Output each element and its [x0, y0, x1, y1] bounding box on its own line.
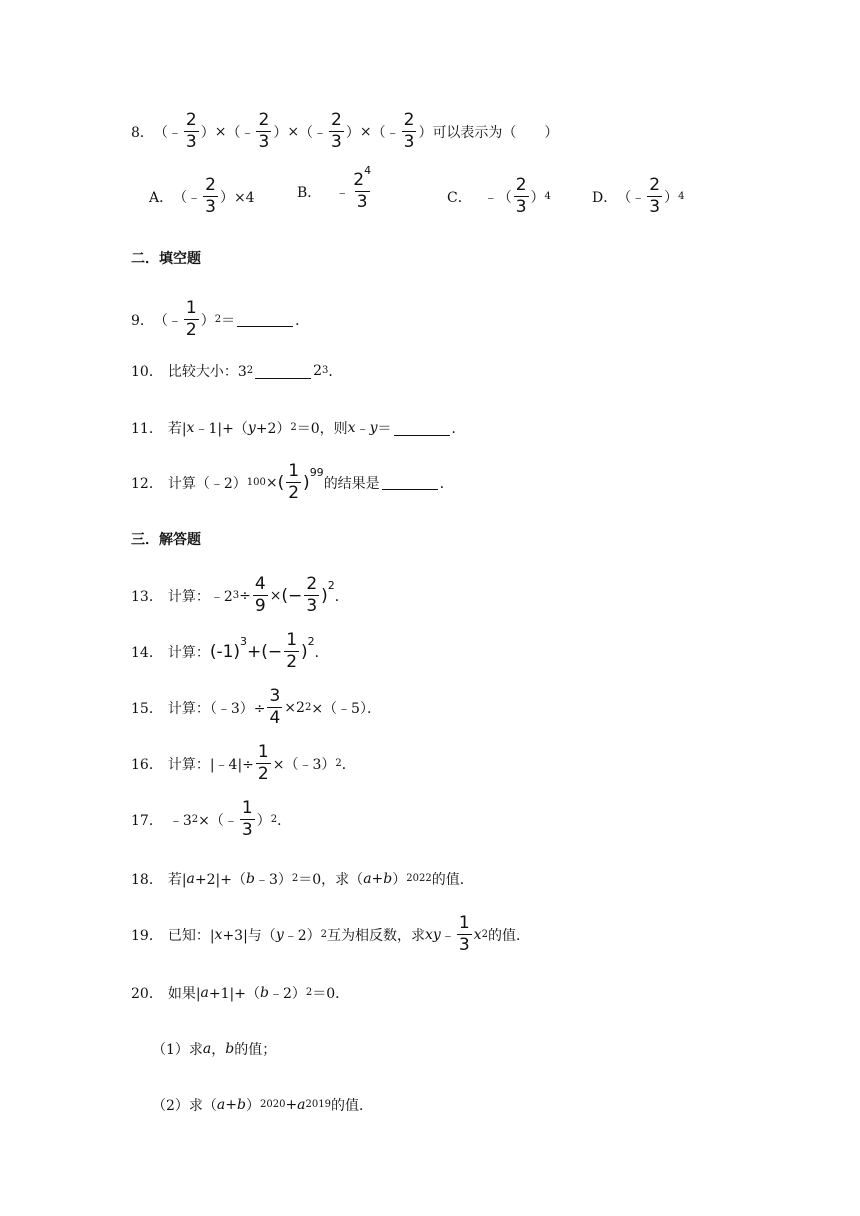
q12-number: 12． — [131, 475, 163, 492]
text: +2|+（ — [194, 872, 246, 888]
var-x: x — [473, 926, 482, 943]
text: + — [371, 871, 384, 887]
period: ． — [314, 644, 329, 661]
text: 计算：﹣2 — [167, 588, 233, 605]
paren: ） — [200, 312, 215, 329]
text: 如果| — [167, 986, 201, 1002]
q15-number: 15． — [131, 700, 163, 717]
question-16: 16． 计算：|﹣4|÷ $\frac{1}{2}$ ×（﹣3） 2 ． — [131, 742, 356, 784]
paren: ) — [303, 472, 310, 493]
paren: ) — [321, 585, 328, 606]
fraction: $\frac{2}{3}$ — [258, 110, 270, 152]
paren: （﹣ — [153, 124, 182, 141]
text: 互为相反数，求 — [327, 927, 426, 944]
q13-number: 13． — [131, 588, 163, 605]
paren: ） — [345, 124, 360, 141]
text: ﹣ — [355, 421, 370, 437]
var-x: x — [214, 926, 223, 943]
paren: （﹣ — [299, 124, 328, 141]
text: 若| — [167, 872, 187, 888]
option-a-label: A． — [149, 189, 174, 206]
var-a: a — [200, 985, 209, 1001]
plus-sign: + — [285, 1097, 298, 1113]
paren: （﹣ — [371, 124, 400, 141]
text: ×（﹣5）． — [311, 700, 381, 717]
paren: （﹣ — [153, 312, 182, 329]
question-8 — [131, 112, 558, 151]
answer-blank[interactable] — [382, 475, 438, 490]
section-solve-title: 三．解答题 — [131, 532, 201, 548]
var-x: x — [347, 420, 356, 436]
text: +2） — [255, 421, 291, 437]
fraction: $\frac{1}{3}$ — [458, 913, 470, 955]
q8-number: 8． — [131, 124, 154, 141]
exponent: 2 — [307, 635, 315, 648]
text: ＝0，则 — [296, 421, 348, 437]
var-y: y — [247, 420, 256, 436]
paren: （﹣ — [173, 189, 202, 206]
text: ＝0． — [312, 986, 350, 1002]
option-d[interactable]: D． （﹣ $\frac{2}{3}$ ） 4 — [592, 175, 685, 217]
exponent: 99 — [309, 466, 324, 479]
paren: ﹣（ — [483, 189, 512, 206]
fraction: $\frac{1}{2}$ — [286, 630, 298, 672]
times-sign: × — [287, 123, 300, 140]
text: 的值． — [431, 872, 474, 888]
var-xy: xy — [425, 926, 441, 943]
text: 的结果是 — [323, 475, 380, 492]
text: （2）求（ — [152, 1098, 217, 1114]
var-a: a — [186, 871, 195, 887]
exponent: 3 — [240, 635, 248, 648]
q10-text: 比较大小：3 — [167, 364, 247, 380]
answer-blank[interactable] — [394, 421, 450, 436]
period: ． — [341, 756, 356, 773]
period: ． — [439, 475, 454, 492]
q20-number: 20． — [131, 986, 163, 1002]
text: ﹣1|+（ — [194, 421, 248, 437]
paren: (− — [261, 641, 283, 662]
var-x: x — [186, 420, 195, 436]
text: ﹣3） — [254, 872, 292, 888]
times-sign: × — [265, 474, 278, 491]
paren: ） — [664, 189, 679, 206]
answer-blank[interactable] — [255, 364, 311, 379]
answer-blank[interactable] — [237, 312, 293, 327]
fraction: $\frac{1}{2}$ — [288, 461, 300, 503]
text: ） — [392, 872, 407, 888]
section-fill-in-title: 二．填空题 — [131, 251, 201, 267]
period: ． — [451, 421, 466, 437]
times-sign: × — [359, 123, 372, 140]
text: ， — [211, 1042, 226, 1058]
divide-sign: ÷ — [239, 587, 251, 604]
text: + — [225, 1097, 238, 1113]
q9-number: 9． — [131, 312, 154, 329]
paren: ） — [530, 189, 545, 206]
q16-number: 16． — [131, 756, 163, 773]
text: 计算（﹣2） — [167, 475, 247, 492]
q10-number: 10． — [131, 364, 163, 380]
paren: ） — [200, 124, 215, 141]
question-12: 12． 计算（﹣2） 100 × ( $\frac{1}{2}$ ) 99 的结果是 ． — [131, 461, 454, 503]
question-20-part-1 — [152, 1039, 276, 1059]
period: ． — [295, 312, 310, 329]
q11-number: 11． — [131, 421, 163, 437]
paren: （﹣ — [617, 189, 646, 206]
var-a: a — [202, 1041, 212, 1057]
question-18: 18． 若| a +2|+（ b ﹣3） 2 ＝0，求（ a + b ） 2022 的值． — [131, 871, 474, 888]
text: +1|+（ — [208, 986, 260, 1002]
text: ×（﹣3） — [272, 756, 336, 773]
q18-number: 18． — [131, 872, 163, 888]
text: ﹣2） — [283, 927, 321, 944]
option-c-label: C． — [447, 189, 472, 206]
paren: （﹣ — [226, 124, 255, 141]
text: 的值． — [330, 1098, 373, 1114]
fraction: $\frac{2}{3}$ — [331, 110, 342, 152]
period: ． — [334, 588, 349, 605]
option-a[interactable] — [149, 177, 255, 216]
text: 已知：| — [167, 927, 215, 944]
q8-tail: 可以表示为（ ） — [432, 124, 559, 141]
option-b-label: B． — [297, 184, 322, 201]
text: ＝ — [377, 421, 392, 437]
fraction: $\frac{2}{3}$ — [205, 175, 216, 217]
equals-sign: ＝ — [221, 312, 236, 329]
question-19: 19． 已知：| x +3|与（ y ﹣2） 2 互为相反数，求 xy ﹣ $\frac{1}{3}$ x 2 的值． — [131, 913, 530, 955]
paren: ） — [418, 124, 433, 141]
q14-number: 14． — [131, 644, 163, 661]
fraction: $\frac{2}{3}$ — [306, 574, 318, 616]
q19-number: 19． — [131, 927, 163, 944]
question-13: 13． 计算：﹣2 3 ÷ $\frac{4}{9}$ × (− $\frac{2}{3}$ ) 2 ． — [131, 574, 349, 616]
fraction: $\frac{1}{2}$ — [257, 742, 269, 784]
fraction: $\frac{3}{4}$ — [269, 686, 281, 728]
text: ×（﹣ — [198, 812, 238, 829]
text: ＝0，求（ — [298, 872, 364, 888]
option-a-tail: ）×4 — [219, 189, 255, 206]
q17-number: 17． — [131, 812, 163, 829]
times-sign: × — [214, 123, 227, 140]
question-15: 15． 计算：（﹣3）÷ $\frac{3}{4}$ ×2 2 ×（﹣5）． — [131, 686, 381, 728]
fraction: $\frac{4}{9}$ — [254, 574, 266, 616]
option-c[interactable]: C． ﹣（ $\frac{2}{3}$ ） 4 — [447, 175, 551, 217]
question-20: 20． 如果| a +1|+（ b ﹣2） 2 ＝0． — [131, 985, 350, 1002]
text: 计算：|﹣4|÷ — [167, 756, 254, 773]
question-11: 11． 若| x ﹣1|+（ y +2） 2 ＝0，则 x ﹣ y ＝ ． — [131, 420, 466, 437]
question-10: 10． 比较大小：3 2 2 3 ． — [131, 363, 343, 380]
text: ﹣3 — [168, 812, 192, 829]
text: +3|与（ — [222, 927, 276, 944]
text: 的值． — [487, 927, 530, 944]
var-b: b — [383, 871, 393, 887]
times-sign: × — [269, 587, 282, 604]
paren: ） — [256, 812, 271, 829]
question-20-part-2: （2）求（ a + b ） 2020 + a 2019 的值． — [152, 1097, 373, 1114]
exponent: 2 — [327, 579, 335, 592]
text: ×2 — [284, 699, 305, 716]
option-b[interactable] — [297, 164, 375, 212]
text: ） — [245, 1098, 260, 1114]
fraction: $\frac{1}{3}$ — [241, 798, 253, 840]
text: ﹣2） — [268, 986, 306, 1002]
question-17: 17． ﹣3 2 ×（﹣ $\frac{1}{3}$ ） 2 ． — [131, 798, 292, 840]
text: ﹣ — [440, 927, 455, 944]
paren: ） — [273, 124, 288, 141]
var-b: b — [225, 1041, 235, 1057]
var-b: b — [260, 985, 269, 1001]
var-a: a — [363, 871, 372, 887]
base: 2 — [313, 363, 323, 379]
text: 的值； — [234, 1042, 277, 1058]
period: ． — [328, 364, 343, 380]
var-b: b — [237, 1097, 246, 1113]
paren: ) — [301, 641, 308, 662]
text: 计算：（﹣3）÷ — [167, 700, 266, 717]
question-14 — [131, 632, 329, 671]
option-d-label: D． — [592, 189, 618, 206]
text: 若| — [167, 421, 187, 437]
paren: ( — [277, 472, 285, 493]
text: 计算： — [167, 644, 210, 661]
text: （1）求 — [152, 1042, 203, 1058]
plus-sign: + — [247, 641, 262, 662]
fraction: $\frac{2}{3}$ — [185, 110, 197, 152]
fraction: $\frac{2}{3}$ — [403, 110, 415, 152]
fraction: $\frac{2^4}{3}$ — [353, 164, 372, 212]
var-y: y — [275, 926, 284, 943]
minus-sign: ﹣ — [335, 184, 350, 201]
base: (-1) — [209, 641, 241, 662]
var-b: b — [246, 871, 255, 887]
var-y: y — [369, 420, 378, 436]
paren: (− — [281, 585, 303, 606]
fraction: $\frac{2}{3}$ — [515, 175, 527, 217]
var-a: a — [216, 1097, 226, 1113]
period: ． — [277, 812, 292, 829]
question-9: 9． （﹣ $\frac{1}{2}$ ） 2 ＝ ． — [131, 298, 310, 340]
fraction: $\frac{1}{2}$ — [185, 298, 197, 340]
fraction: $\frac{2}{3}$ — [649, 175, 661, 217]
var-a: a — [297, 1097, 306, 1113]
